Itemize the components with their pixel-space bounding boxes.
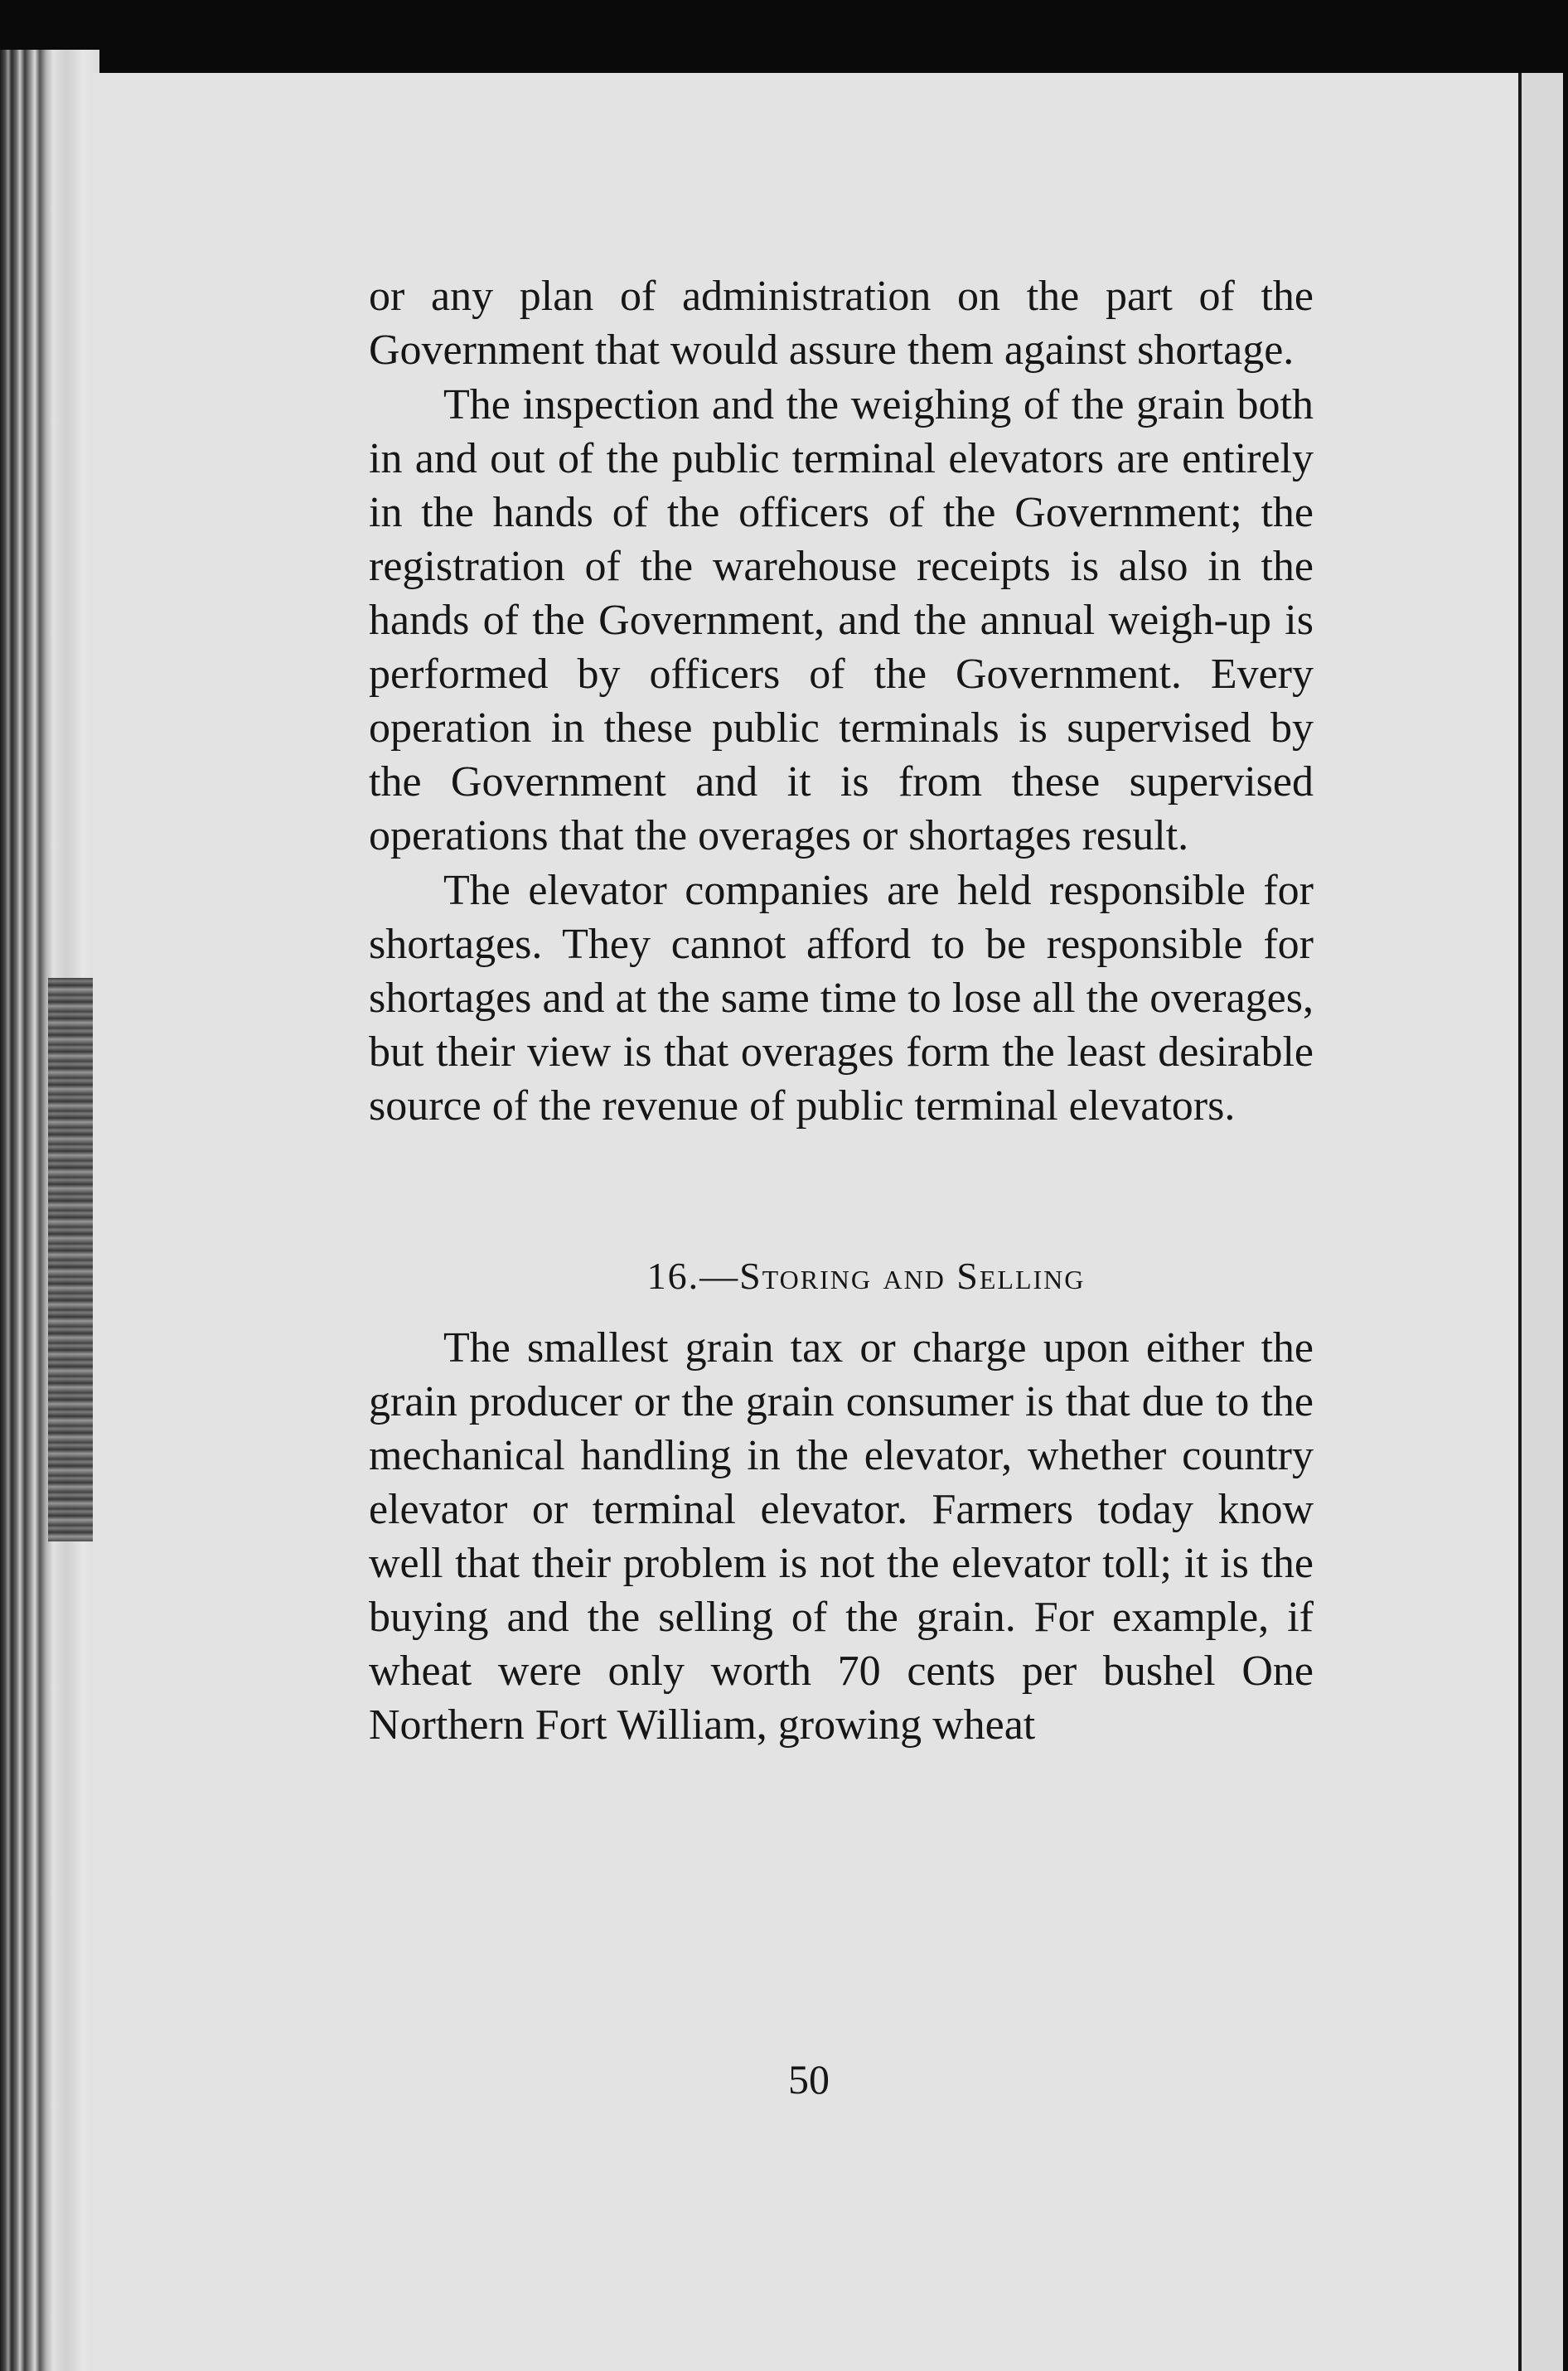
paragraph-continued: or any plan of administration on the part of the Government that would assure them against shortage. [369,273,1314,374]
paragraph-elevator-companies: The elevator companies are held responsible for shortages. They cannot afford to be responsible for shortages and at the same time to lose all the overages, but their view is that overages form the least desirable source of the revenue of public terminal elevators. [369,867,1314,1130]
body-text [369,269,1314,1752]
section-heading: 16.—Storing and Selling [646,1255,1086,1297]
paragraph-inspection: The inspection and the weighing of the grain both in and out of the public terminal elevators are entirely in the hands of the officers of the Government; the registration of the warehouse receipts is also in the hands of the Government, and the annual weigh-up is performed by officers of the Government. Every operation in these public terminals is supervised by the Government and it is from these supervised operations that the overages or shortages result. [369,381,1314,859]
paragraph-storing-selling: The smallest grain tax or charge upon either the grain producer or the grain consumer is that due to the mechanical handling in the elevator, whether country elevator or terminal elevator. Farmers today know well that their problem is not the elevator toll; it is the buying and the selling of the grain. For example, if wheat were only worth 70 cents per bushel One Northern Fort William, growing wheat [369,1324,1314,1749]
page-number: 50 [788,2056,830,2102]
